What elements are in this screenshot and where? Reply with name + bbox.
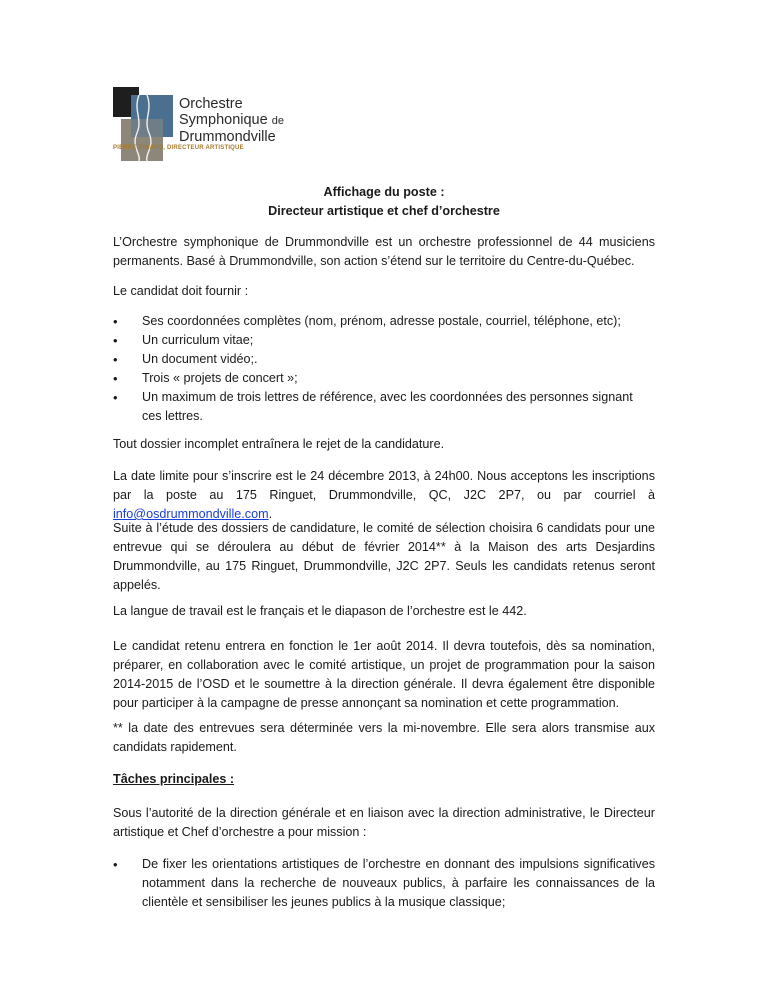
posting-title [113, 183, 655, 221]
list-item: • De fixer les orientations artistiques de l’orchestre en donnant des impulsions significatives notamment dans la recherche de nouveaux publics, à parfaire les connaissances de la clientèle et sensibiliser les jeunes publics à la musique classique; [113, 855, 655, 912]
logo-line-2-main: Symphonique [179, 112, 268, 128]
logo-line-2-de: de [271, 115, 284, 127]
title-line-1: Affichage du poste : [323, 185, 445, 199]
email-link[interactable]: info@osdrummondville.com [113, 507, 269, 521]
selection-paragraph: Suite à l’étude des dossiers de candidature, le comité de sélection choisira 6 candidats pour une entrevue qui se déroulera au début de février 2014** à la Maison des arts Desjardins Drummondville, au 175 Ringuet, Drummondville, J2C 2P7. Seuls les candidats retenus seront appelés. [113, 521, 655, 592]
requirements-label: Le candidat doit fournir : [113, 284, 249, 298]
list-item: • Un curriculum vitae; [113, 331, 655, 350]
orchestra-logo [113, 87, 313, 163]
list-item: • Ses coordonnées complètes (nom, prénom, adresse postale, courriel, téléphone, etc); [113, 312, 655, 331]
tasks-intro: Sous l’autorité de la direction générale et en liaison avec la direction administrative, le Directeur artistique et Chef d’orchestre a pour mission : [113, 806, 655, 839]
deadline-end: . [268, 507, 273, 521]
requirements-list [113, 312, 655, 426]
deadline-text: La date limite pour s’inscrire est le 24 décembre 2013, à 24h00. Nous acceptons les inscriptions par la poste au 175 Ringuet, Drummondville, QC, J2C 2P7, ou par courriel à [113, 469, 655, 502]
logo-line-1: Orchestre [179, 96, 243, 112]
logo-subtitle: PIERRE SIMARD, DIRECTEUR ARTISTIQUE [113, 145, 244, 151]
tasks-list [113, 855, 655, 912]
deadline-paragraph [113, 467, 655, 524]
title-line-2: Directeur artistique et chef d’orchestre [268, 204, 500, 218]
logo-wordmark [179, 96, 284, 145]
list-item: • Un document vidéo;. [113, 350, 655, 369]
start-paragraph: Le candidat retenu entrera en fonction le 1er août 2014. Il devra toutefois, dès sa nomination, préparer, en collaboration avec le comité artistique, un projet de programmation pour la saison 2014-2015 de l’OSD et le soumettre à la direction générale. Il devra également être disponible pour participer à la campagne de presse annonçant sa nomination et cette programmation. [113, 639, 655, 710]
logo-mark-icon [113, 87, 177, 163]
incomplete-paragraph: Tout dossier incomplet entraînera le rejet de la candidature. [113, 437, 445, 451]
logo-line-3: Drummondville [179, 129, 276, 145]
language-paragraph: La langue de travail est le français et le diapason de l’orchestre est le 442. [113, 604, 527, 618]
intro-paragraph: L’Orchestre symphonique de Drummondville est un orchestre professionnel de 44 musiciens permanents. Basé à Drummondville, son action s’étend sur le territoire du Centre-du-Québec. [113, 235, 655, 268]
list-item: • Trois « projets de concert »; [113, 369, 655, 388]
logo-line-2 [179, 112, 284, 129]
interview-note: ** la date des entrevues sera déterminée vers la mi-novembre. Elle sera alors transmise aux candidats rapidement. [113, 721, 655, 754]
tasks-heading: Tâches principales : [113, 772, 235, 786]
list-item: • Un maximum de trois lettres de référence, avec les coordonnées des personnes signant ces lettres. [113, 388, 655, 426]
